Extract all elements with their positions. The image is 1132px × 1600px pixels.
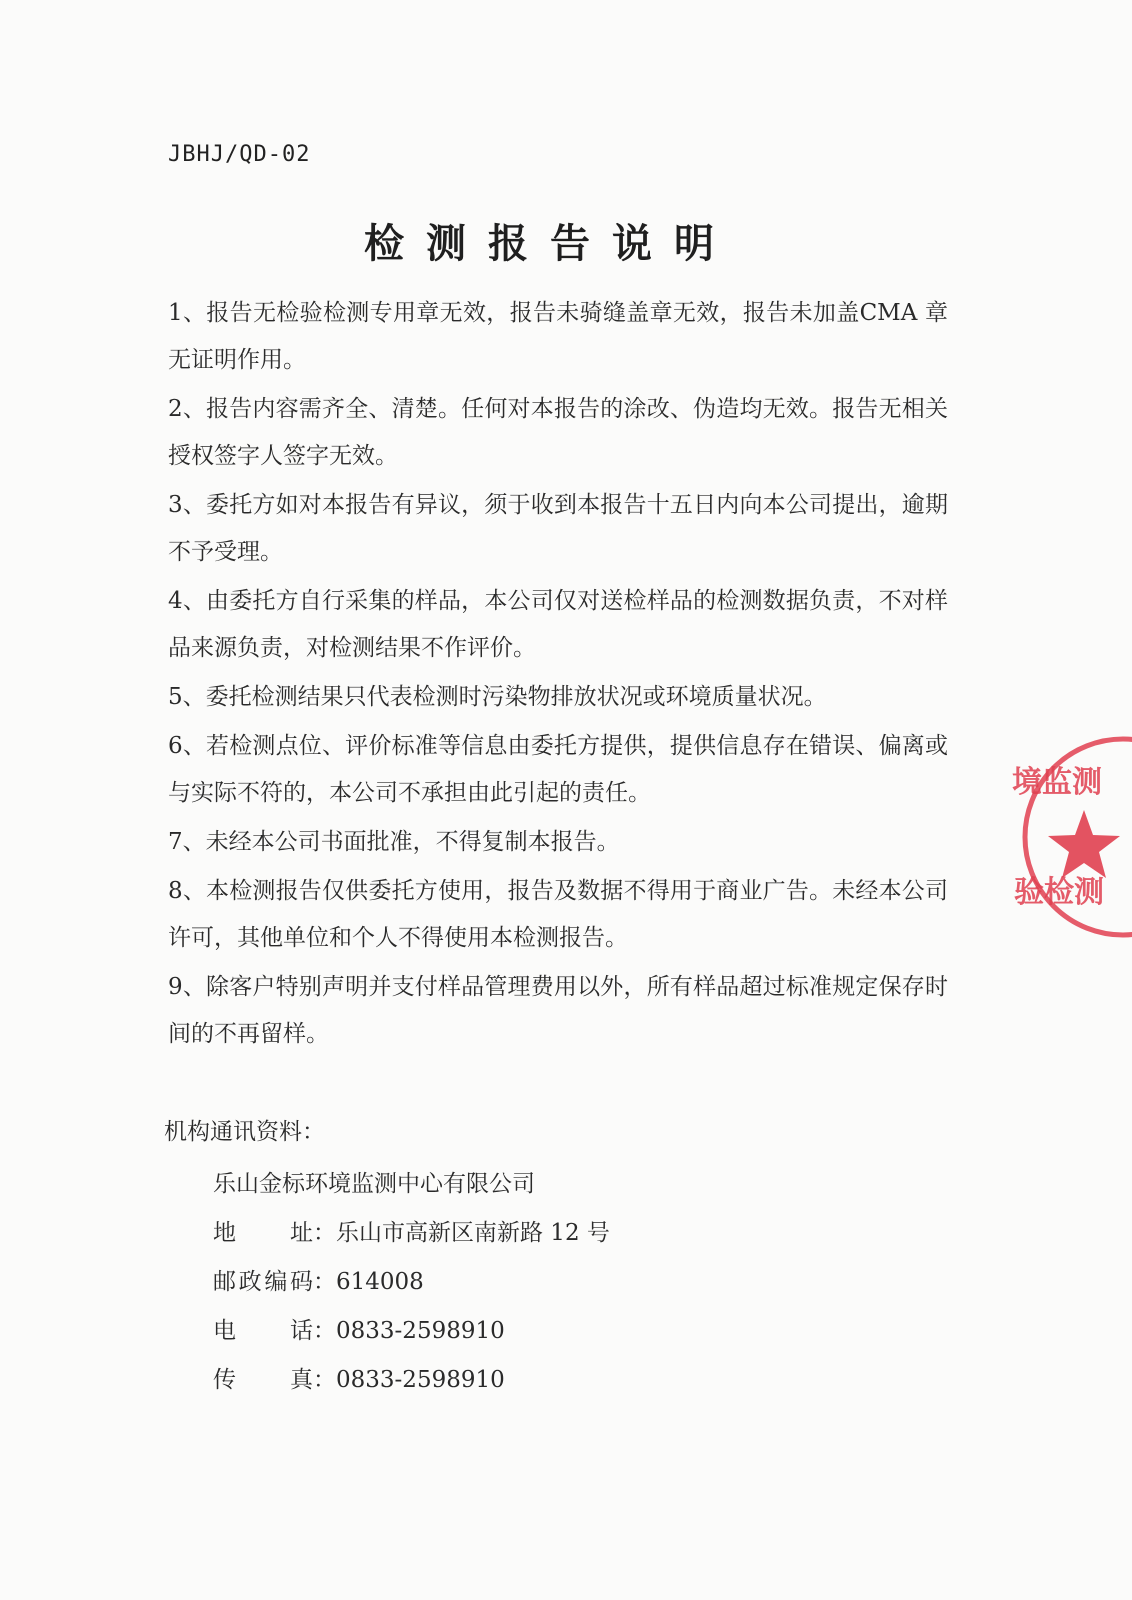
- document-code: JBHJ/QD-02: [168, 142, 311, 167]
- contact-label: 电话: [213, 1318, 313, 1344]
- note-text: 若检测点位、评价标准等信息由委托方提供，提供信息存在错误、偏离或与实际不符的，本公司不承担由此引起的责任。: [168, 733, 949, 806]
- note-number: 5、: [168, 684, 206, 710]
- note-text: 报告无检验检测专用章无效，报告未骑缝盖章无效，报告未加盖CMA 章无证明作用。: [168, 300, 948, 373]
- note-text: 本检测报告仅供委托方使用，报告及数据不得用于商业广告。未经本公司许可，其他单位和个人不得使用本检测报告。: [168, 878, 949, 951]
- note-text: 未经本公司书面批准，不得复制本报告。: [205, 829, 620, 855]
- note-item: [168, 578, 948, 672]
- note-text: 由委托方自行采集的样品，本公司仅对送检样品的检测数据负责，不对样品来源负责，对检测结果不作评价。: [168, 588, 949, 661]
- contact-address-row: [213, 1209, 610, 1258]
- contact-value: 乐山市高新区南新路 12 号: [336, 1220, 610, 1246]
- seal-text-top: 境监测: [1012, 765, 1102, 800]
- note-text: 委托方如对本报告有异议，须于收到本报告十五日内向本公司提出，逾期不予受理。: [168, 492, 949, 565]
- note-number: 3、: [168, 492, 207, 518]
- contact-label: 传真: [213, 1367, 313, 1393]
- note-item: [168, 290, 948, 384]
- contact-value: 614008: [336, 1269, 424, 1295]
- note-item: [168, 964, 948, 1058]
- note-number: 7、: [168, 829, 206, 855]
- seal-text-bottom: 验检测: [1014, 875, 1104, 910]
- contact-label: 地址: [213, 1220, 313, 1246]
- contact-separator: ：: [313, 1367, 336, 1393]
- note-item: [168, 819, 948, 866]
- contact-value: 0833-2598910: [336, 1367, 505, 1393]
- note-item: [168, 674, 948, 721]
- contact-heading: 机构通讯资料：: [164, 1119, 325, 1145]
- note-text: 报告内容需齐全、清楚。任何对本报告的涂改、伪造均无效。报告无相关授权签字人签字无效。: [168, 396, 949, 469]
- company-seal: [1012, 730, 1132, 945]
- contact-value: 0833-2598910: [336, 1318, 505, 1344]
- contact-postcode-row: [213, 1258, 610, 1307]
- contact-phone-row: [213, 1307, 610, 1356]
- note-number: 8、: [168, 878, 207, 904]
- note-item: [168, 386, 948, 480]
- note-number: 4、: [168, 588, 207, 614]
- contact-separator: ：: [313, 1269, 336, 1295]
- note-number: 6、: [168, 733, 207, 759]
- note-number: 2、: [168, 396, 207, 422]
- note-text: 委托检测结果只代表检测时污染物排放状况或环境质量状况。: [205, 684, 827, 710]
- contact-info: [213, 1160, 610, 1405]
- note-number: 1、: [168, 300, 207, 326]
- contact-company: 乐山金标环境监测中心有限公司: [213, 1171, 535, 1197]
- contact-separator: ：: [313, 1318, 336, 1344]
- seal-star-icon: [1048, 810, 1120, 878]
- note-item: [168, 868, 948, 962]
- contact-label: 邮政编码: [213, 1269, 313, 1295]
- note-item: [168, 482, 948, 576]
- note-number: 9、: [168, 974, 207, 1000]
- contact-fax-row: [213, 1356, 610, 1405]
- notes-list: [168, 290, 948, 1060]
- contact-separator: ：: [313, 1220, 336, 1246]
- note-text: 除客户特别声明并支付样品管理费用以外，所有样品超过标准规定保存时间的不再留样。: [168, 974, 949, 1047]
- document-title: 检测报告说明: [364, 221, 736, 267]
- note-item: [168, 723, 948, 817]
